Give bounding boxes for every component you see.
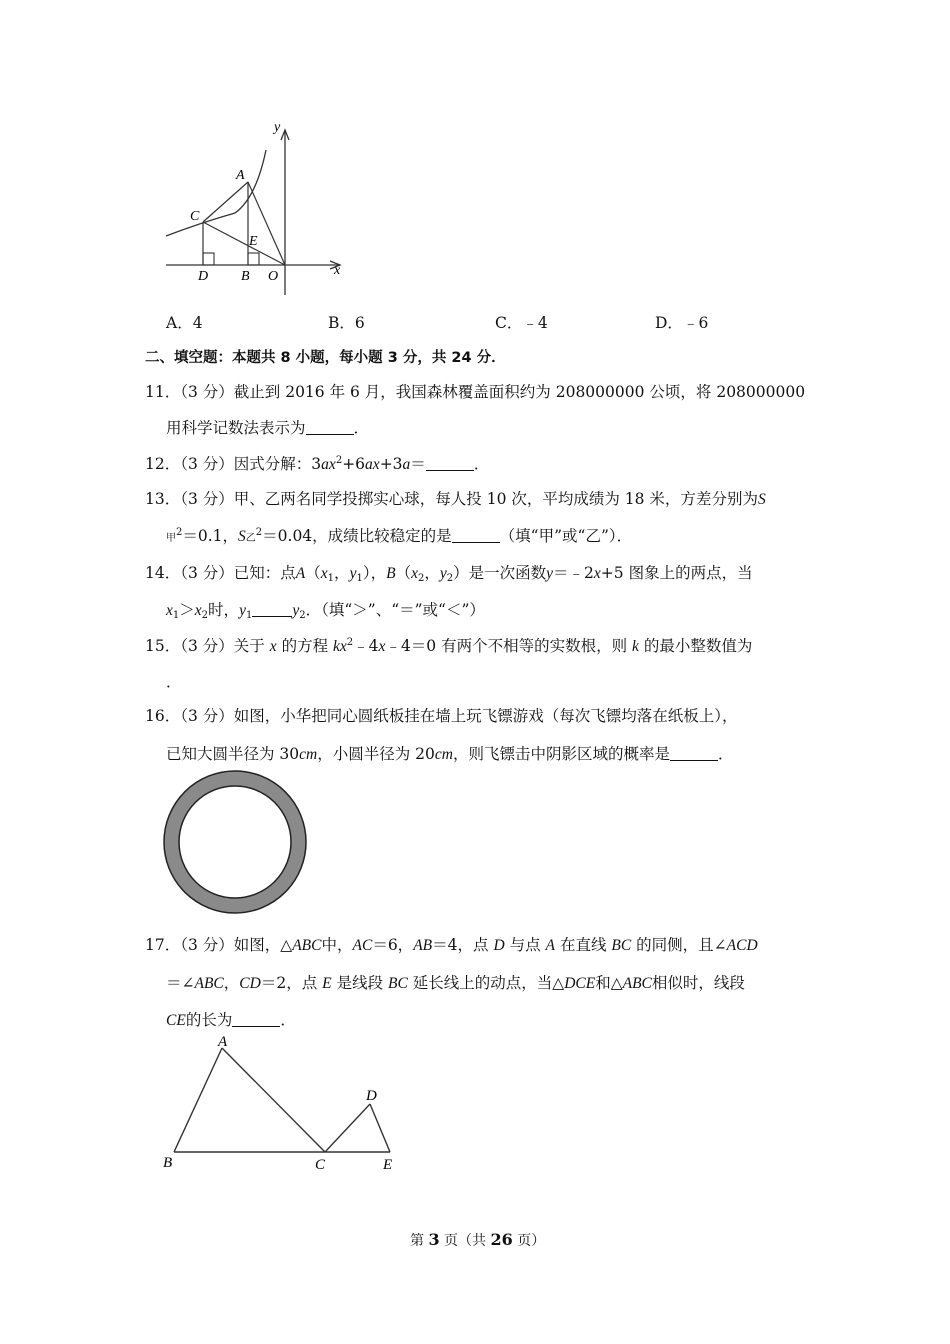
function-graph-figure: [160, 118, 350, 300]
answer-blank[interactable]: [232, 1012, 280, 1027]
question-15-line1: 15．（3 分）关于 x 的方程 $kx^2﹣4x﹣4=0$ 有两个不相等的实数根，则 k 的最小整数值为: [145, 637, 753, 655]
option-b: B．6: [328, 314, 365, 332]
small-circle: [179, 786, 291, 898]
right-angle-D: [203, 253, 214, 265]
question-16-line2: 已知大圆半径为 30cm，小圆半径为 20cm，则飞镖击中阴影区域的概率是 ．: [166, 745, 734, 763]
segment-CO: [203, 222, 285, 265]
label-y: y: [274, 120, 281, 135]
option-c: C．﹣4: [495, 314, 548, 332]
right-angle-B: [248, 253, 259, 265]
label-x: x: [334, 263, 341, 278]
segment-DE: [370, 1104, 390, 1152]
label-E: E: [383, 1157, 393, 1173]
concentric-circles-figure: [160, 768, 316, 920]
label-D: D: [366, 1088, 377, 1104]
question-15-line2: ．: [166, 673, 182, 691]
option-d: D．﹣6: [655, 314, 709, 332]
page-number: 3: [428, 1230, 440, 1249]
question-14-line1: 14．（3 分）已知：点$A(x_1$，$y_1$），$B(x_2$，$y_2$）是一次函数y＝﹣2x+5 图象上的两点，当: [145, 564, 753, 584]
answer-blank[interactable]: [306, 420, 354, 435]
question-11-line1: 11．（3 分）截止到 2016 年 6 月，我国森林覆盖面积约为 208000000 公顷，将 208000000: [145, 383, 806, 401]
question-12: 12．（3 分）因式分解：$3ax^2+6ax+3a=$ ．: [145, 455, 490, 473]
question-16-line1: 16．（3 分）如图，小华把同心圆纸板挂在墙上玩飞镖游戏（每次飞镖均落在纸板上），: [145, 707, 738, 725]
triangle-figure: [160, 1032, 410, 1177]
answer-blank[interactable]: [426, 456, 474, 471]
question-17-line2: ＝∠ABC，CD＝2，点 E 是线段 BC 延长线上的动点，当△DCE和△ABC相似时，线段: [166, 974, 745, 992]
segment-AB: [174, 1048, 222, 1152]
label-C: C: [315, 1157, 326, 1173]
segment-AC: [222, 1048, 325, 1152]
answer-blank[interactable]: [252, 602, 292, 617]
question-14-line2: $x_1>x_2$时，$y_1$ $y_2$．（填“＞”、“＝”或“＜”）: [166, 601, 485, 621]
question-17-line1: 17．（3 分）如图，△ABC中，AC＝6，AB＝4，点 D 与点 A 在直线 BC 的同侧，且∠ACD: [145, 936, 758, 954]
question-13-line2: 甲$^2$＝0.1，S乙$^2$＝0.04，成绩比较稳定的是 （填“甲”或“乙”）．: [166, 527, 633, 545]
label-A: A: [218, 1034, 228, 1050]
question-11-line2: 用科学记数法表示为 ．: [166, 419, 370, 437]
label-A: A: [236, 168, 245, 183]
page-footer: 第 3 页（共 26 页）: [410, 1230, 546, 1249]
page-total: 26: [490, 1230, 513, 1249]
label-C: C: [190, 209, 200, 224]
answer-blank[interactable]: [452, 528, 500, 543]
label-B: B: [163, 1155, 173, 1171]
label-O: O: [268, 269, 279, 284]
section-heading: 二、填空题：本题共 8 小题，每小题 3 分，共 24 分．: [145, 350, 506, 366]
label-B: B: [241, 269, 250, 284]
question-17-line3: CE的长为 ．: [166, 1011, 296, 1029]
option-a: A．4: [166, 314, 203, 332]
label-E: E: [249, 234, 258, 249]
answer-blank[interactable]: [670, 746, 718, 761]
hyperbola-curve: [166, 150, 266, 236]
label-D: D: [198, 269, 209, 284]
segment-CD: [325, 1104, 370, 1152]
question-13-line1: 13．（3 分）甲、乙两名同学投掷实心球，每人投 10 次，平均成绩为 18 米，方差分别为S: [145, 490, 766, 508]
